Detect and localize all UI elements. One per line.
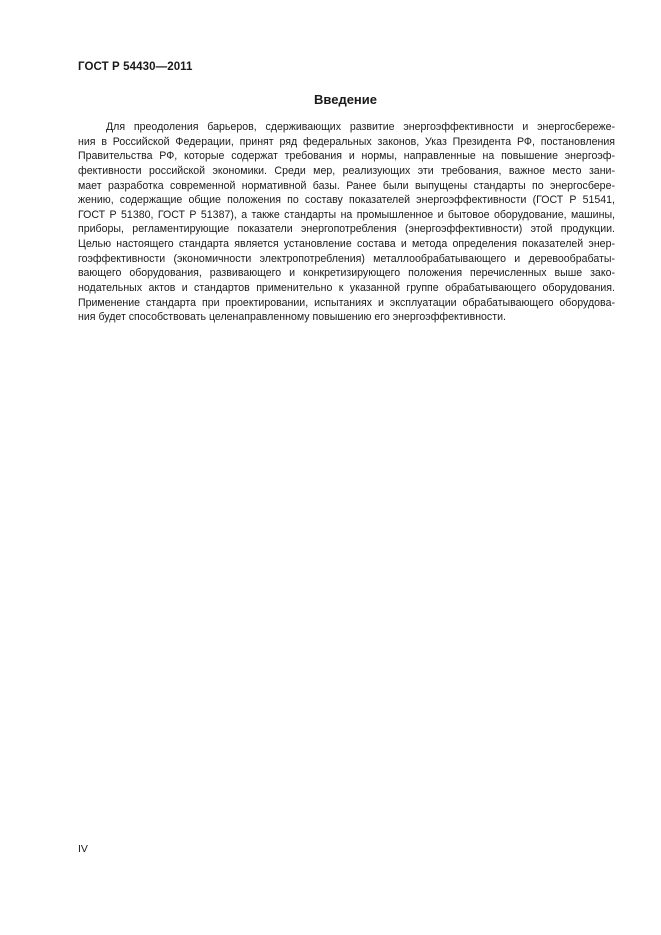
introduction-paragraph xyxy=(78,120,615,325)
document-header-code: ГОСТ Р 54430—2011 xyxy=(78,61,193,73)
paragraph-line: приборы, регламентирующие показатели энергопотребления (энергоэффективности) этой продукции. xyxy=(78,223,615,236)
paragraph-line: нодательных актов и стандартов применительно к указанной группе обрабатывающего оборудования. xyxy=(78,282,615,295)
paragraph-line: ния будет способствовать целенаправленному повышению его энергоэффективности. xyxy=(78,311,506,324)
paragraph-line: Применение стандарта при проектировании, испытаниях и эксплуатации обрабатывающего оборудова- xyxy=(78,296,615,309)
page-number: IV xyxy=(78,843,88,855)
paragraph-line: ГОСТ Р 51380, ГОСТ Р 51387), а также стандарты на промышленное и бытовое оборудование, машины, xyxy=(78,208,615,221)
paragraph-line: жению, содержащие общие положения по составу показателей энергоэффективности (ГОСТ Р 51541, xyxy=(78,194,615,207)
paragraph-line: Правительства РФ, которые содержат требования и нормы, направленные на повышение энергоэф- xyxy=(78,150,615,163)
section-title: Введение xyxy=(314,92,377,107)
paragraph-line: вающего оборудования, развивающего и конкретизирующего положения перечисленных выше зако- xyxy=(78,267,615,280)
paragraph-line: фективности российской экономики. Среди мер, реализующих эти требования, важное место зани- xyxy=(78,164,615,177)
paragraph-line: гоэффективности (экономичности электропотребления) металлообрабатывающего и деревообрабаты- xyxy=(78,252,615,265)
paragraph-line: мает разработка современной нормативной базы. Ранее были выпущены стандарты по энергосбере- xyxy=(78,179,615,192)
paragraph-line: Для преодоления барьеров, сдерживающих развитие энергоэффективности и энергосбереже- xyxy=(106,121,615,133)
paragraph-line: Целью настоящего стандарта является установление состава и метода определения показателей энер- xyxy=(78,238,615,251)
paragraph-line: ния в Российской Федерации, принят ряд федеральных законов, Указ Президента РФ, постановления xyxy=(78,135,615,148)
